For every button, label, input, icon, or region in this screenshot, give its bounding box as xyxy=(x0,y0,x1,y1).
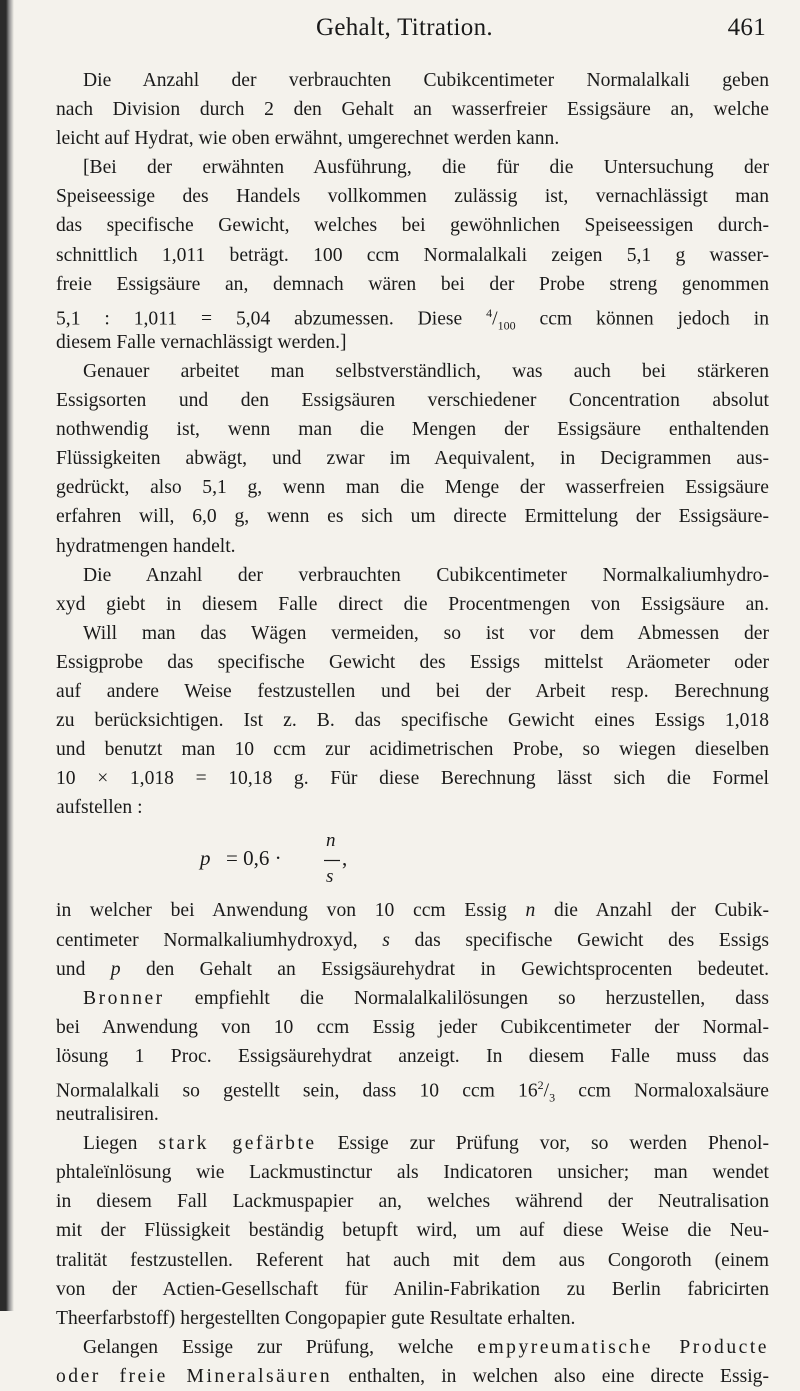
text-line: 5,1 : 1,011 = 5,04 abzumessen. Diese $^4/_{100}$ ccm können jedoch in xyxy=(56,305,769,333)
text-line: diesem Falle vernachlässigt werden.] xyxy=(56,331,347,353)
text-line: 10 × 1,018 = 10,18 g. Für diese Berechnung lässt sich die Formel xyxy=(56,768,769,790)
text-span: das specifische Gewicht des Essigs xyxy=(389,929,769,951)
text-line: Essigsorten und den Essigsäuren verschiedener Concentration absolut xyxy=(56,390,769,412)
text-line xyxy=(56,896,769,925)
emphasis-text: empyreumatische Producte xyxy=(477,1336,769,1358)
text-line xyxy=(56,926,769,955)
text-line: Essigprobe das specifische Gewicht des Essigs mittelst Aräometer oder xyxy=(56,651,769,673)
text-line: nothwendig ist, wenn man die Mengen der Essigsäure enthaltenden xyxy=(56,419,769,441)
text-span: enthalten, in welchen also eine directe Essig- xyxy=(332,1365,769,1387)
text-line: nach Division durch 2 den Gehalt an wasserfreier Essigsäure an, welche xyxy=(56,99,769,121)
text-line: Will man das Wägen vermeiden, so ist vor dem Abmessen der xyxy=(83,622,769,644)
text-line: mit der Flüssigkeit beständig betupft wird, um auf diese Weise die Neu- xyxy=(56,1220,769,1242)
text-line: schnittlich 1,011 beträgt. 100 ccm Normalalkali zeigen 5,1 g wasser- xyxy=(56,244,769,266)
text-span: ccm Normaloxalsäure xyxy=(555,1080,770,1102)
text-line: phtaleïnlösung wie Lackmustinctur als Indicatoren unsicher; man wendet xyxy=(56,1162,769,1184)
text-line: Theerfarbstoff) hergestellten Congopapier gute Resultate erhalten. xyxy=(56,1307,576,1329)
text-span: empfiehlt die Normalalkalilösungen so herzustellen, dass xyxy=(164,987,769,1009)
text-line: Flüssigkeiten abwägt, und zwar im Aequivalent, in Decigrammen aus- xyxy=(56,448,769,470)
text-line: bei Anwendung von 10 ccm Essig jeder Cubikcentimeter der Normal- xyxy=(56,1016,769,1038)
header-title: Gehalt, Titration. xyxy=(316,14,493,41)
page-number: 461 xyxy=(727,14,766,41)
text-line: Speiseessige des Handels vollkommen zulässig ist, vernachlässigt man xyxy=(56,186,769,208)
formula-denominator: s xyxy=(326,866,334,888)
fraction-numerator: 4 xyxy=(486,305,493,320)
formula-lhs: p xyxy=(200,846,211,871)
body-text xyxy=(56,66,769,1391)
text-line xyxy=(56,1362,769,1391)
text-line: neutralisiren. xyxy=(56,1104,159,1126)
text-line: gedrückt, also 5,1 g, wenn man die Menge der wasserfreien Essigsäure xyxy=(56,477,769,499)
text-span: und xyxy=(56,958,111,980)
text-line: das specifische Gewicht, welches bei gewöhnlichen Speiseessigen durch- xyxy=(56,215,769,237)
variable-n: n xyxy=(525,900,536,922)
text-line: Genauer arbeitet man selbstverständlich, was auch bei stärkeren xyxy=(83,360,769,382)
text-line: Die Anzahl der verbrauchten Cubikcentimeter Normalalkali geben xyxy=(83,70,769,91)
text-span: den Gehalt an Essigsäurehydrat in Gewichtsprocenten bedeutet. xyxy=(120,958,769,980)
variable-p: p xyxy=(110,958,121,980)
text-line: xyd giebt in diesem Falle direct die Procentmengen von Essigsäure an. xyxy=(56,593,769,615)
text-line: lösung 1 Proc. Essigsäurehydrat anzeigt. In diesem Falle muss das xyxy=(56,1045,769,1067)
fraction-denominator: 3 xyxy=(549,1090,556,1105)
text-span: Gelangen Essige zur Prüfung, welche xyxy=(83,1336,478,1358)
text-span: die Anzahl der Cubik- xyxy=(535,900,769,922)
text-line: von der Actien-Gesellschaft für Anilin-Fabrikation zu Berlin fabricirten xyxy=(56,1278,769,1300)
text-line: aufstellen : xyxy=(56,797,143,819)
emphasis-text: oder freie Mineralsäuren xyxy=(56,1365,333,1387)
text-line: erfahren will, 6,0 g, wenn es sich um directe Ermittelung der Essigsäure- xyxy=(56,506,769,528)
text-span: Essige zur Prüfung vor, so werden Phenol- xyxy=(316,1133,769,1155)
text-line: leicht auf Hydrat, wie oben erwähnt, umgerechnet werden kann. xyxy=(56,128,560,150)
text-span: Normalalkali so gestellt sein, dass 10 ccm 16 xyxy=(56,1080,538,1102)
text-line: freie Essigsäure an, demnach wären bei der Probe streng genommen xyxy=(56,273,769,295)
text-line: [Bei der erwähnten Ausführung, die für die Untersuchung der xyxy=(83,157,769,179)
text-line: auf andere Weise festzustellen und bei der Arbeit resp. Berechnung xyxy=(56,680,769,702)
formula-trailing-comma: , xyxy=(342,846,348,871)
text-line xyxy=(56,1129,769,1158)
text-line: tralität festzustellen. Referent hat auch mit dem aus Congoroth (einem xyxy=(56,1249,769,1271)
emphasis-text: stark gefärbte xyxy=(158,1133,317,1155)
text-line xyxy=(56,1333,769,1362)
text-span: ccm können jedoch in xyxy=(515,308,769,330)
fraction-numerator: 2 xyxy=(537,1078,544,1092)
text-line: in diesem Fall Lackmuspapier an, welches während der Neutralisation xyxy=(56,1191,769,1213)
author-name: Bronner xyxy=(83,987,165,1009)
fraction-denominator: 100 xyxy=(497,318,516,333)
text-span: centimeter Normalkaliumhydroxyd, xyxy=(56,929,383,951)
text-span: 5,1 : 1,011 = 5,04 abzumessen. Diese xyxy=(56,308,487,330)
text-line: Die Anzahl der verbrauchten Cubikcentimeter Normalkaliumhydro- xyxy=(83,564,769,586)
page-edge-shadow xyxy=(0,0,14,1311)
text-span: in welcher bei Anwendung von 10 ccm Essig xyxy=(56,900,526,922)
text-span: Liegen xyxy=(83,1133,159,1155)
text-line: hydratmengen handelt. xyxy=(56,535,236,557)
text-line: Normalalkali so gestellt sein, dass 10 ccm $16^2/_3$ ccm Normaloxalsäure xyxy=(56,1078,770,1105)
text-line xyxy=(56,984,769,1013)
formula-operator: = 0,6 · xyxy=(226,846,282,871)
running-header xyxy=(56,14,766,50)
formula xyxy=(56,822,769,896)
text-line xyxy=(56,955,769,984)
text-line: und benutzt man 10 ccm zur acidimetrischen Probe, so wiegen dieselben xyxy=(56,739,769,761)
formula-numerator: n xyxy=(326,830,336,852)
variable-s: s xyxy=(382,929,390,951)
text-line: zu berücksichtigen. Ist z. B. das specifische Gewicht eines Essigs 1,018 xyxy=(56,710,769,732)
